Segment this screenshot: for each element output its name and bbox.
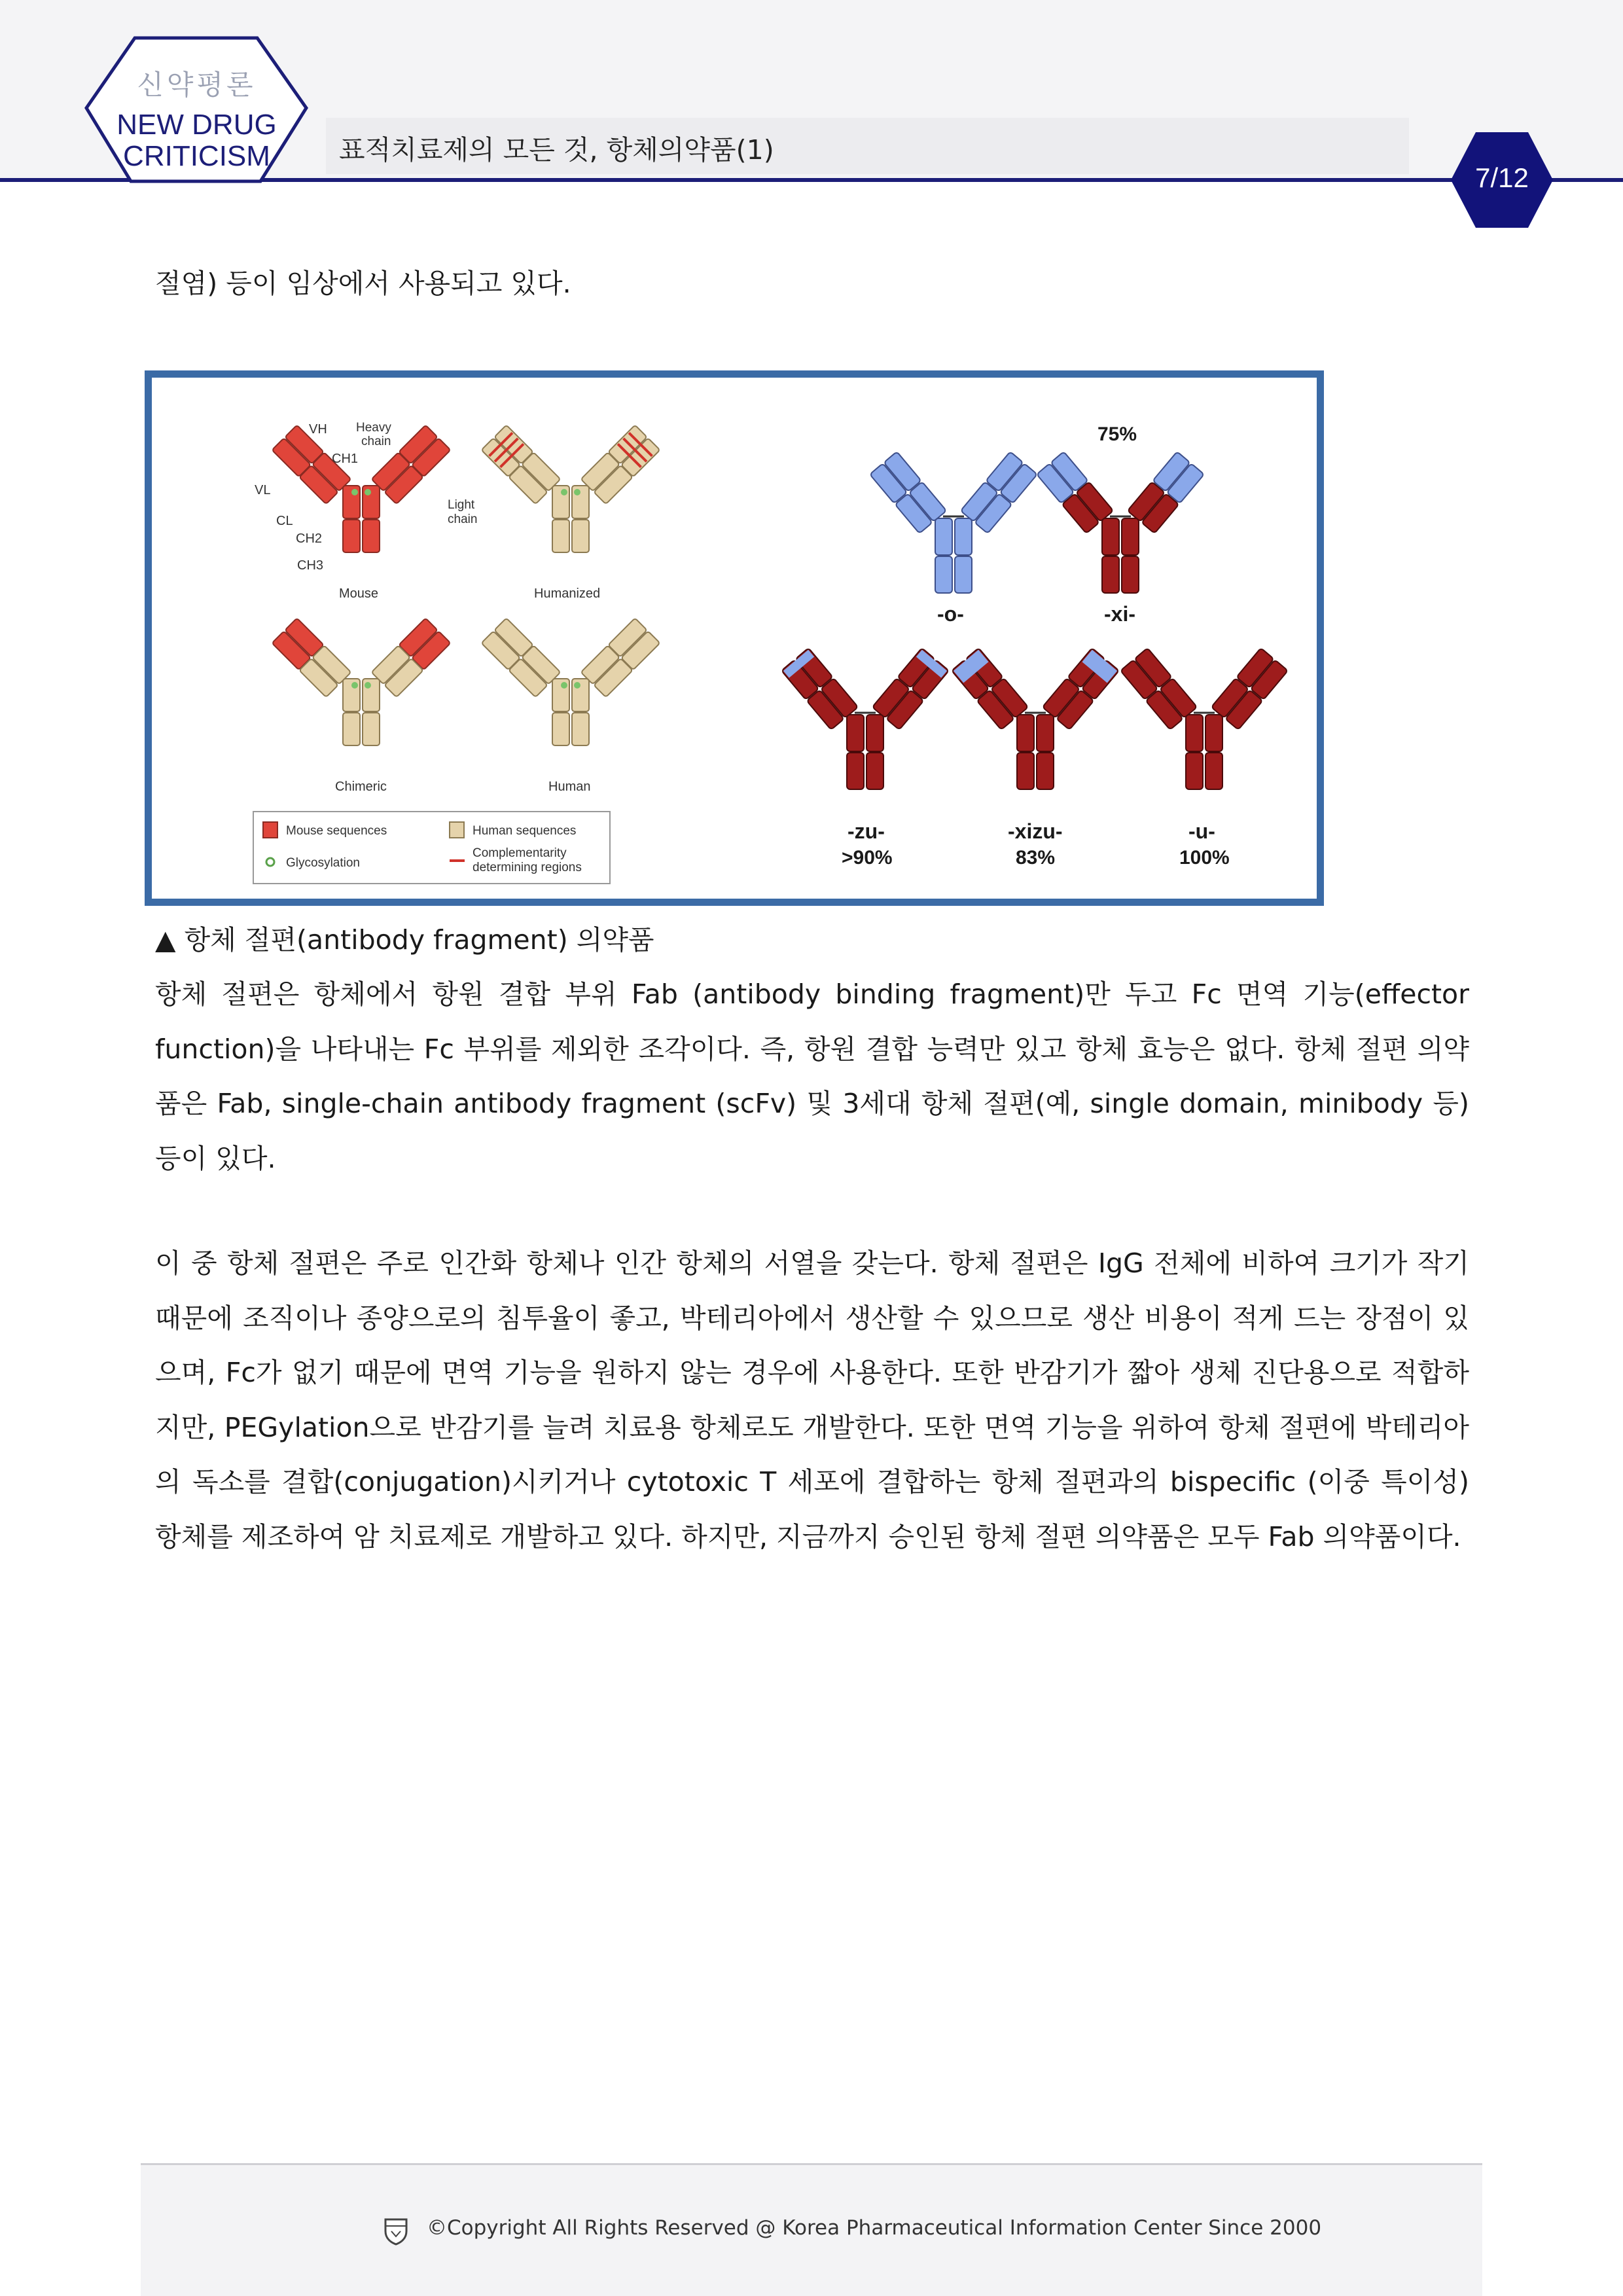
label-chimeric: Chimeric xyxy=(335,780,387,794)
label-xizu-percent: 83% xyxy=(1016,847,1056,869)
suffix-zu-antibody xyxy=(781,648,949,789)
label-light-chain-1: Light xyxy=(448,498,475,512)
legend-human: Human sequences xyxy=(473,824,577,838)
shield-icon xyxy=(383,2217,409,2246)
logo-english-line2: CRITICISM xyxy=(123,140,270,172)
label-suffix-u: -u- xyxy=(1188,819,1215,843)
antibody-figure xyxy=(145,370,1324,906)
label-heavy-chain-2: chain xyxy=(361,435,391,448)
label-human: Human xyxy=(548,780,591,794)
suffix-o-antibody xyxy=(870,452,1037,593)
legend-mouse: Mouse sequences xyxy=(286,824,387,838)
intro-text: 절염) 등이 임상에서 사용되고 있다. xyxy=(155,268,571,299)
paragraph-2: 이 중 항체 절편은 주로 인간화 항체나 인간 항체의 서열을 갖는다. 항체 절편은 IgG 전체에 비하여 크기가 작기 때문에 조직이나 종양으로의 침투율이 좋고, 박테리아에서 생산할 수 있으므로 생산 비용이 적게 드는 장점이 있으며, Fc가 없기 때문에 면역 기능을 원하지 않는 경우에 사용한다. 또한 반감기가 짧아 생체 진단용으로 적합하지만, PEGylation으로 반감기를 늘려 치료용 항체로도 개발한다. 또한 면역 기능을 위하여 항체 절편에 박테리아의 독소를 결합(conjugation)시키거나 cytotoxic T 세포에 결합하는 항체 절편과의 bispecific (이중 특이성) 항체를 제조하여 암 치료제로 개발하고 있다. 하지만, 지금까지 승인된 항체 절편 의약품은 모두 Fab 의약품이다. xyxy=(155,1247,1469,1552)
label-ch2: CH2 xyxy=(296,531,323,546)
label-humanized: Humanized xyxy=(534,586,601,601)
label-suffix-xizu: -xizu- xyxy=(1008,819,1063,843)
label-u-percent: 100% xyxy=(1179,847,1230,869)
label-suffix-zu: -zu- xyxy=(847,819,885,843)
journal-logo xyxy=(84,36,310,183)
humanized-antibody xyxy=(482,425,660,552)
human-antibody xyxy=(482,618,660,745)
figure-legend xyxy=(253,812,610,884)
label-ch3: CH3 xyxy=(297,558,324,573)
suffix-xi-antibody xyxy=(1037,452,1204,593)
header-title: 표적치료제의 모든 것, 항체의약품(1) xyxy=(339,134,774,166)
label-zu-percent: >90% xyxy=(842,847,893,869)
legend-cdr-1: Complementarity xyxy=(473,846,567,860)
logo-english-line1: NEW DRUG xyxy=(116,109,277,141)
label-suffix-o: -o- xyxy=(937,602,964,626)
label-cl: CL xyxy=(276,514,293,528)
page-number: 7/12 xyxy=(1475,162,1529,193)
legend-cdr-2: determining regions xyxy=(473,861,582,874)
copyright-text: ©Copyright All Rights Reserved @ Korea Pharmaceutical Information Center Since 2000 xyxy=(427,2216,1322,2240)
label-vh: VH xyxy=(309,422,327,437)
paragraph-1: 항체 절편은 항체에서 항원 결합 부위 Fab (antibody binding fragment)만 두고 Fc 면역 기능(effector function)을 나타내는 Fc 부위를 제외한 조각이다. 즉, 항원 결합 능력만 있고 항체 효능은 없다. 항체 절편 의약품은 Fab, single-chain antibody fragment (scFv) 및 3세대 항체 절편(예, single domain, minibody 등) 등이 있다. xyxy=(155,978,1469,1174)
suffix-u-antibody xyxy=(1120,648,1288,789)
antibody-diagram xyxy=(152,378,1317,899)
label-heavy-chain-1: Heavy xyxy=(356,421,391,435)
label-vl: VL xyxy=(255,483,271,497)
label-light-chain-2: chain xyxy=(448,512,478,526)
logo-korean-text: 신약평론 xyxy=(137,69,257,101)
label-mouse: Mouse xyxy=(339,586,379,601)
label-75-percent: 75% xyxy=(1097,423,1137,445)
suffix-xizu-antibody xyxy=(952,648,1119,789)
label-ch1: CH1 xyxy=(332,452,359,466)
figure-caption: ▲ 항체 절편(antibody fragment) 의약품 xyxy=(155,924,654,956)
legend-glyco: Glycosylation xyxy=(286,856,360,870)
label-suffix-xi: -xi- xyxy=(1104,602,1135,626)
page-number-badge xyxy=(1450,131,1554,229)
chimeric-antibody xyxy=(272,618,451,745)
